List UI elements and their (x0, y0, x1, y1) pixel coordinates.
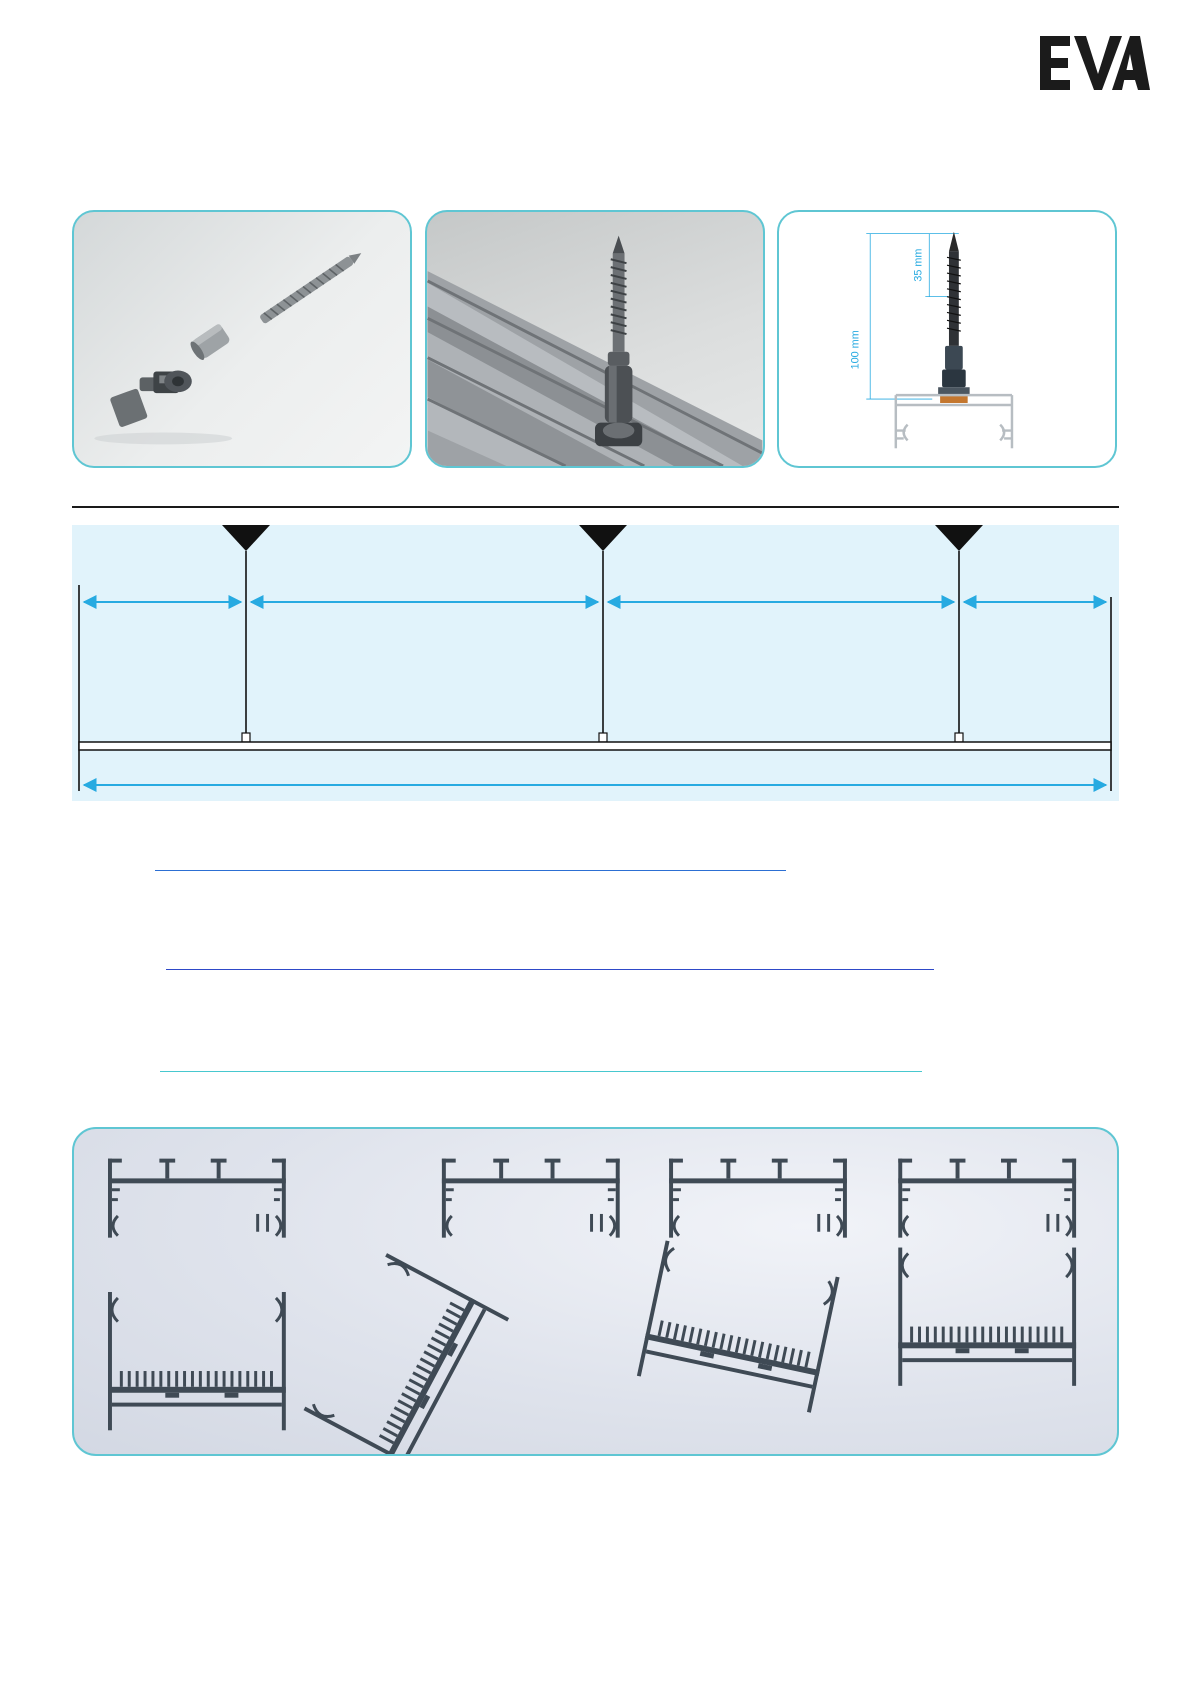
section-divider (72, 506, 1119, 508)
ceiling-anchor-2 (579, 525, 627, 551)
profile-variant-4-top (898, 1159, 1076, 1238)
suspension-spacing-diagram (72, 525, 1119, 801)
ceiling-anchor-1 (222, 525, 270, 551)
profile-variants-panel (72, 1127, 1119, 1456)
profile-variant-2-bottom (304, 1253, 510, 1454)
profile-variant-1-top (108, 1159, 286, 1238)
underline-rule-3 (160, 1071, 922, 1072)
profile-variant-4-bottom (898, 1248, 1076, 1386)
profile-variant-3-top (669, 1159, 847, 1238)
profile-variant-1-bottom (108, 1292, 286, 1430)
profile-variant-2-top (442, 1159, 620, 1238)
dimension-total-label: 100 mm (849, 330, 862, 370)
underline-rule-1 (155, 870, 786, 871)
mounted-screw-photo-panel (425, 210, 765, 468)
ceiling-anchor-3 (935, 525, 983, 551)
parts-photo-panel (72, 210, 412, 468)
dimension-screw-label: 35 mm (912, 248, 925, 282)
technical-drawing-panel (777, 210, 1117, 468)
profile-variant-3-bottom (637, 1240, 840, 1412)
underline-rule-2 (166, 969, 934, 970)
eva-logo (1036, 34, 1150, 92)
